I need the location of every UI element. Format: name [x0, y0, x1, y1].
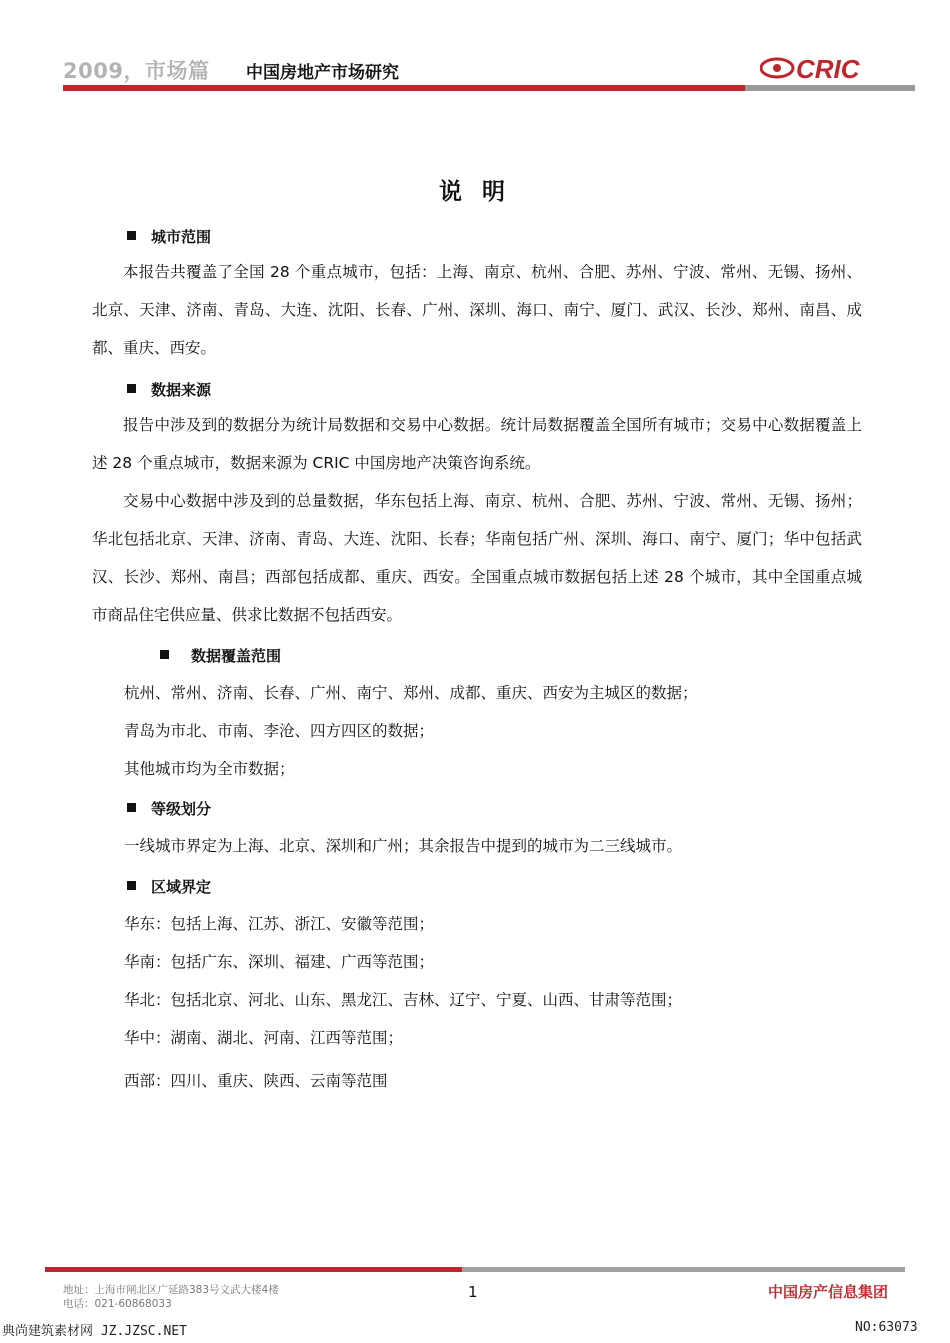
paragraph-data-source-1: 报告中涉及到的数据分为统计局数据和交易中心数据。统计局数据覆盖全国所有城市；交易中心数据覆盖上述 28 个重点城市，数据来源为 CRIC 中国房地产决策咨询系统。 [92, 416, 862, 472]
footer-address: 地址：上海市闸北区广延路383号文武大楼4楼 [63, 1284, 279, 1296]
section-heading-data-source: 数据来源 [127, 379, 211, 400]
footer-brand: 中国房产信息集团 [768, 1283, 889, 1301]
footer-rule-grey [462, 1267, 905, 1272]
paragraph-city-scope: 本报告共覆盖了全国 28 个重点城市，包括：上海、南京、杭州、合肥、苏州、宁波、常州、无锡、扬州、北京、天津、济南、青岛、大连、沈阳、长春、广州、深圳、海口、南宁、厦门、武汉、长沙、郑州、南昌、成都、重庆、西安。 [92, 263, 862, 357]
header-rule-red [63, 85, 745, 91]
region-line-west: 西部：四川、重庆、陕西、云南等范围 [124, 1072, 388, 1090]
watermark-site: 典尚建筑素材网 JZ.JZSC.NET [2, 1324, 187, 1339]
header-rule-grey [745, 85, 915, 91]
region-line-east: 华东：包括上海、江苏、浙江、安徽等范围； [124, 915, 435, 933]
footer-phone: 电话：021-60868033 [63, 1298, 172, 1310]
header-year: 2009，市场篇 [63, 59, 210, 83]
section-heading-tier: 等级划分 [127, 798, 211, 819]
footer-rule-red [45, 1267, 462, 1272]
page-number: 1 [468, 1283, 478, 1301]
coverage-line-3: 其他城市均为全市数据； [124, 760, 295, 778]
tier-line-1: 一线城市界定为上海、北京、深圳和广州；其余报告中提到的城市为二三线城市。 [124, 837, 683, 855]
region-line-north: 华北：包括北京、河北、山东、黑龙江、吉林、辽宁、宁夏、山西、甘肃等范围； [124, 991, 683, 1009]
coverage-line-1: 杭州、常州、济南、长春、广州、南宁、郑州、成都、重庆、西安为主城区的数据； [124, 684, 698, 702]
bullet-square-icon [127, 803, 136, 812]
bullet-square-icon [127, 231, 136, 240]
watermark-number: NO:63073 [855, 1320, 918, 1335]
coverage-line-2: 青岛为市北、市南、李沧、四方四区的数据； [124, 722, 435, 740]
section-heading-region: 区域界定 [127, 876, 211, 897]
cric-logo [760, 52, 905, 84]
section-heading-data-coverage: 数据覆盖范围 [160, 645, 281, 666]
document-title: 说 明 [438, 179, 511, 205]
bullet-square-icon [127, 384, 136, 393]
logo-text: CRIC [796, 54, 860, 84]
header-title: 中国房地产市场研究 [246, 63, 399, 83]
bullet-square-icon [127, 881, 136, 890]
region-line-central: 华中：湖南、湖北、河南、江西等范围； [124, 1029, 404, 1047]
section-heading-city-scope: 城市范围 [127, 226, 211, 247]
bullet-square-icon [160, 650, 169, 659]
paragraph-data-source-2: 交易中心数据中涉及到的总量数据，华东包括上海、南京、杭州、合肥、苏州、宁波、常州、无锡、扬州；华北包括北京、天津、济南、青岛、大连、沈阳、长春；华南包括广州、深圳、海口、南宁、厦门；华中包括武汉、长沙、郑州、南昌；西部包括成都、重庆、西安。全国重点城市数据包括上述 28 个城市，其中全国重点城市商品住宅供应量、供求比数据不包括西安。 [92, 492, 862, 624]
region-line-south: 华南：包括广东、深圳、福建、广西等范围； [124, 953, 435, 971]
